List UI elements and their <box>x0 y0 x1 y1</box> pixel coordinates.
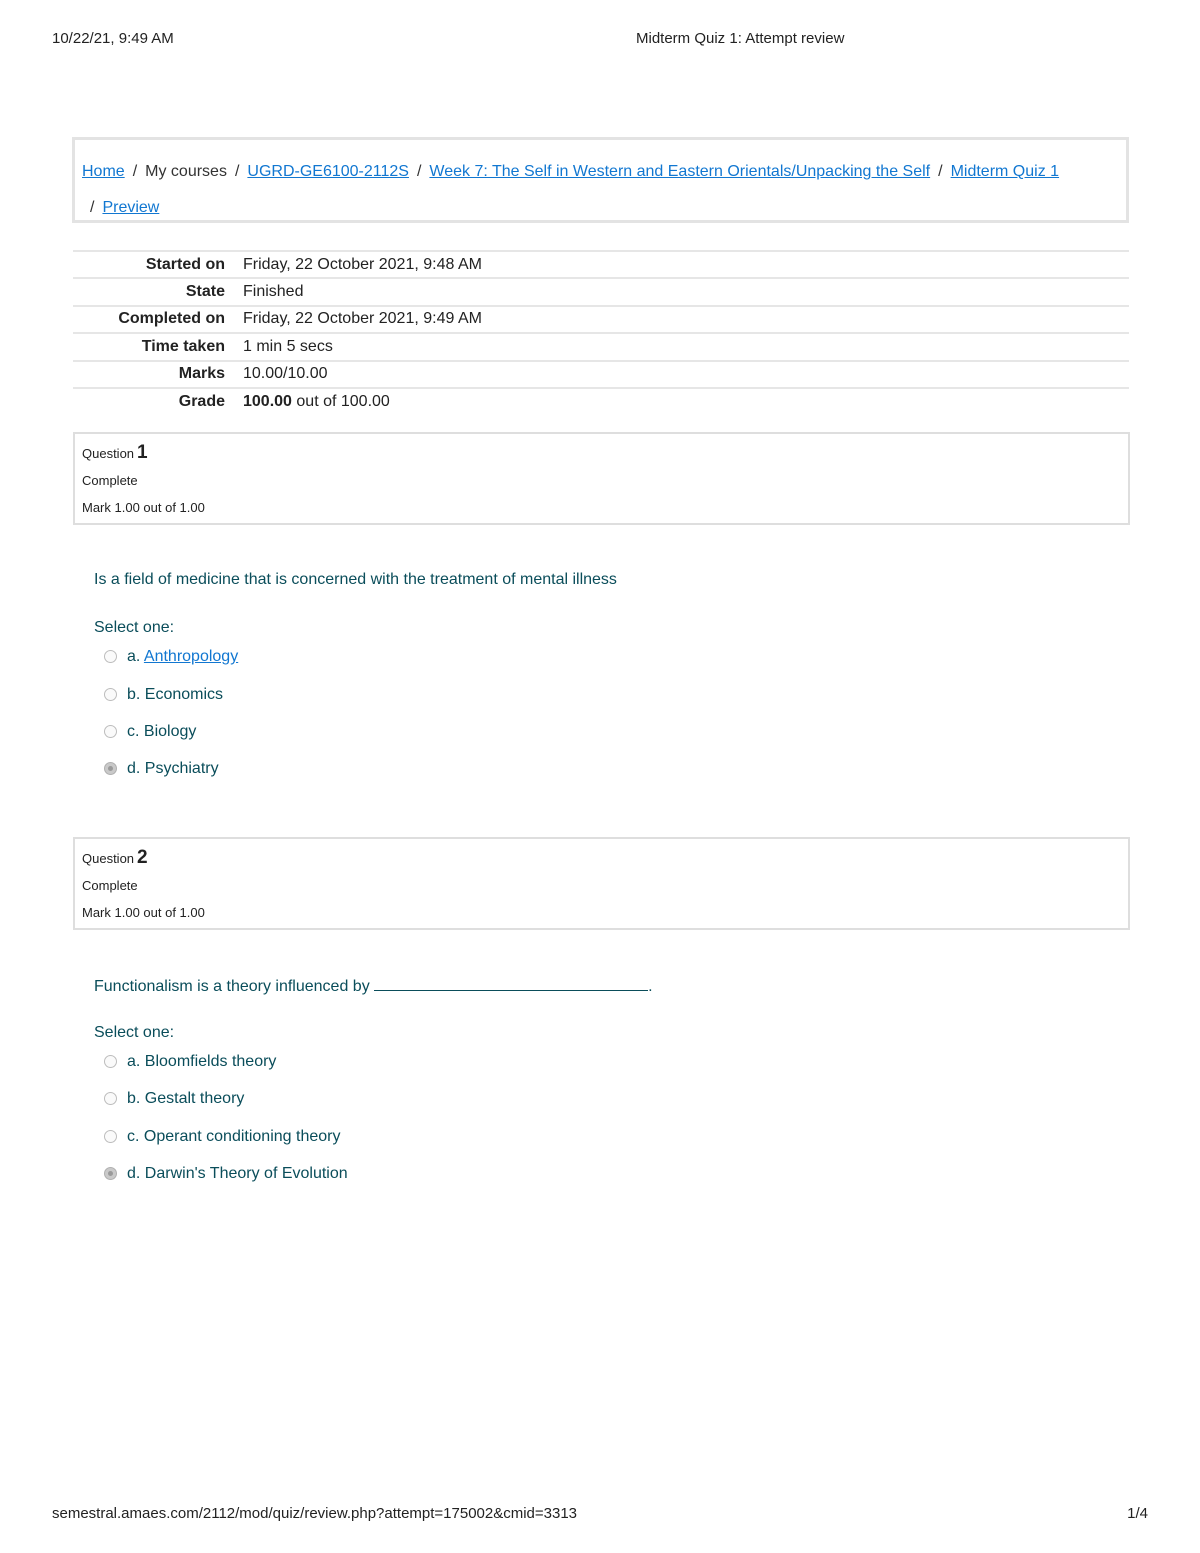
option-label: d. Darwin's Theory of Evolution <box>127 1165 348 1182</box>
option-label: c. Operant conditioning theory <box>127 1128 341 1145</box>
breadcrumb-separator: / <box>234 163 240 180</box>
summary-value <box>243 388 1129 415</box>
summary-row-grade <box>73 388 1129 415</box>
breadcrumb-container <box>72 137 1129 223</box>
question-state: Complete <box>82 473 138 488</box>
summary-row-started <box>73 251 1129 278</box>
breadcrumb-separator: / <box>132 163 138 180</box>
option-label: d. Psychiatry <box>127 760 219 777</box>
breadcrumb-quiz-link[interactable]: Midterm Quiz 1 <box>950 163 1060 180</box>
radio-button[interactable] <box>104 1130 117 1143</box>
radio-button-checked[interactable] <box>104 1167 117 1180</box>
radio-button[interactable] <box>104 650 117 663</box>
grade-value: 100.00 <box>243 393 292 411</box>
radio-button[interactable] <box>104 688 117 701</box>
radio-button[interactable] <box>104 1092 117 1105</box>
breadcrumb-separator: / <box>416 163 422 180</box>
option-label: b. Economics <box>127 686 224 703</box>
breadcrumb <box>82 154 1122 226</box>
question-text: Is a field of medicine that is concerned with the treatment of mental illness <box>94 571 617 588</box>
summary-label: Grade <box>73 388 243 415</box>
option-label: a. Bloomfields theory <box>127 1053 277 1070</box>
breadcrumb-course-link[interactable]: UGRD-GE6100-2112S <box>247 163 409 180</box>
summary-row-state <box>73 278 1129 305</box>
summary-value: 10.00/10.00 <box>243 361 1129 388</box>
summary-row-marks <box>73 361 1129 388</box>
breadcrumb-preview-link[interactable]: Preview <box>102 199 160 216</box>
grade-out-of: out of 100.00 <box>296 393 390 411</box>
page-number: 1/4 <box>1127 1505 1148 1522</box>
question-grade: Mark 1.00 out of 1.00 <box>82 905 205 920</box>
summary-row-completed <box>73 306 1129 333</box>
breadcrumb-separator: / <box>938 163 943 180</box>
attempt-summary-table <box>73 250 1129 415</box>
question-number <box>82 847 148 869</box>
summary-value: 1 min 5 secs <box>243 333 1129 360</box>
summary-value: Finished <box>243 278 1129 305</box>
question-number <box>82 442 148 464</box>
option-link[interactable]: Anthropology <box>143 648 239 665</box>
question-label: Question <box>82 446 135 461</box>
summary-value: Friday, 22 October 2021, 9:48 AM <box>243 251 1129 278</box>
option-label: a. Anthropology <box>127 648 239 665</box>
summary-row-time-taken <box>73 333 1129 360</box>
question-info-box <box>73 432 1130 525</box>
question-number-value: 1 <box>137 442 148 463</box>
question-grade: Mark 1.00 out of 1.00 <box>82 500 205 515</box>
print-footer <box>52 1505 1148 1525</box>
fill-in-blank <box>374 976 648 991</box>
print-header <box>52 30 1148 50</box>
summary-value: Friday, 22 October 2021, 9:49 AM <box>243 306 1129 333</box>
question-state: Complete <box>82 878 138 893</box>
option-label: c. Biology <box>127 723 197 740</box>
radio-button[interactable] <box>104 725 117 738</box>
select-one-prompt: Select one: <box>94 619 175 636</box>
summary-label: Time taken <box>73 333 243 360</box>
print-page-title: Midterm Quiz 1: Attempt review <box>636 30 845 47</box>
print-url: semestral.amaes.com/2112/mod/quiz/review.php?attempt=175002&cmid=3313 <box>52 1505 578 1522</box>
question-number-value: 2 <box>137 847 148 868</box>
radio-button-checked[interactable] <box>104 762 117 775</box>
summary-label: Started on <box>73 251 243 278</box>
breadcrumb-week-link[interactable]: Week 7: The Self in Western and Eastern Orientals/Unpacking the Self <box>429 163 931 180</box>
question-info-box <box>73 837 1130 930</box>
breadcrumb-separator: / <box>90 199 95 216</box>
summary-label: Completed on <box>73 306 243 333</box>
breadcrumb-my-courses: My courses <box>145 163 227 180</box>
summary-label: State <box>73 278 243 305</box>
radio-button[interactable] <box>104 1055 117 1068</box>
print-datetime: 10/22/21, 9:49 AM <box>52 30 174 47</box>
summary-label: Marks <box>73 361 243 388</box>
select-one-prompt: Select one: <box>94 1024 175 1041</box>
question-text: Functionalism is a theory influenced by . <box>94 978 653 995</box>
question-label: Question <box>82 851 135 866</box>
option-label: b. Gestalt theory <box>127 1090 245 1107</box>
breadcrumb-home-link[interactable]: Home <box>82 163 125 180</box>
